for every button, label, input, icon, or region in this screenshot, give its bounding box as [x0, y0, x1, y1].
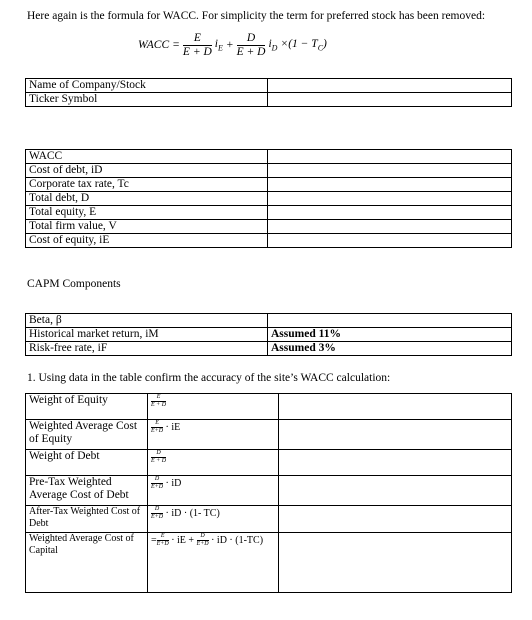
table-row: [26, 234, 512, 248]
table-row: [26, 220, 512, 234]
formula-lhs: WACC: [138, 39, 170, 51]
pretax-debt-formula: $\frac{D}{E+D}$ · iD: [148, 476, 279, 506]
tax-rate-label: Corporate tax rate, Tc: [26, 178, 268, 192]
table-row: [26, 178, 512, 192]
table-row: [26, 506, 512, 533]
wacc-formula: [138, 30, 327, 60]
wac-equity-answer[interactable]: [279, 420, 512, 450]
table-row: [26, 533, 512, 593]
total-equity-cell[interactable]: [268, 206, 512, 220]
aftertax-debt-formula: $\frac{D}{E+D}$ · iD · (1- TC): [148, 506, 279, 533]
total-equity-label: Total equity, E: [26, 206, 268, 220]
market-return-value: Assumed 11%: [268, 328, 512, 342]
formula-frac-debt: $\frac{D}{E + D}$: [236, 31, 266, 58]
weight-equity-label: Weight of Equity: [26, 394, 148, 420]
cost-equity-cell[interactable]: [268, 234, 512, 248]
table-row: [26, 93, 512, 107]
aftertax-debt-answer[interactable]: [279, 506, 512, 533]
risk-free-label: Risk-free rate, iF: [26, 342, 268, 356]
pretax-debt-label: Pre-Tax Weighted Average Cost of Debt: [26, 476, 148, 506]
wacc-inputs-table: [25, 149, 512, 248]
table-row: [26, 476, 512, 506]
company-name-cell[interactable]: [268, 79, 512, 93]
firm-value-label: Total firm value, V: [26, 220, 268, 234]
table-row: [26, 150, 512, 164]
table-row: [26, 314, 512, 328]
ticker-label: Ticker Symbol: [26, 93, 268, 107]
weight-equity-answer[interactable]: [279, 394, 512, 420]
total-debt-cell[interactable]: [268, 192, 512, 206]
table-row: [26, 206, 512, 220]
wacc-label: WACC: [26, 150, 268, 164]
wacc-cell[interactable]: [268, 150, 512, 164]
weight-debt-formula: $\frac{D}{E + D}$: [148, 450, 279, 476]
table-row: [26, 394, 512, 420]
wac-equity-label: Weighted Average Cost of Equity: [26, 420, 148, 450]
total-debt-label: Total debt, D: [26, 192, 268, 206]
firm-value-cell[interactable]: [268, 220, 512, 234]
table-row: [26, 328, 512, 342]
cost-debt-label: Cost of debt, iD: [26, 164, 268, 178]
wacc-check-formula: = $\frac{E}{E+D}$ · iE + $\frac{D}{E+D}$ · iD · (1-TC): [148, 533, 279, 593]
wacc-check-table: [25, 393, 512, 593]
weight-debt-answer[interactable]: [279, 450, 512, 476]
table-row: [26, 164, 512, 178]
wac-equity-formula: $\frac{E}{E+D}$ · iE: [148, 420, 279, 450]
table-row: [26, 192, 512, 206]
table-row: [26, 342, 512, 356]
capm-table: [25, 313, 512, 356]
risk-free-value: Assumed 3%: [268, 342, 512, 356]
aftertax-debt-label: After-Tax Weighted Cost of Debt: [26, 506, 148, 533]
table-row: [26, 450, 512, 476]
company-name-label: Name of Company/Stock: [26, 79, 268, 93]
ticker-cell[interactable]: [268, 93, 512, 107]
table-row: [26, 420, 512, 450]
table-row: [26, 79, 512, 93]
wacc-check-label: Weighted Average Cost of Capital: [26, 533, 148, 593]
company-table: [25, 78, 512, 107]
wacc-check-answer[interactable]: [279, 533, 512, 593]
pretax-debt-answer[interactable]: [279, 476, 512, 506]
weight-equity-formula: $\frac{E}{E + D}$: [148, 394, 279, 420]
formula-plus: +: [225, 39, 234, 51]
cost-debt-cell[interactable]: [268, 164, 512, 178]
intro-text: Here again is the formula for WACC. For simplicity the term for preferred stock has been removed:: [27, 10, 486, 22]
capm-heading: CAPM Components: [27, 278, 121, 290]
tax-rate-cell[interactable]: [268, 178, 512, 192]
question-text: 1. Using data in the table confirm the accuracy of the site’s WACC calculation:: [27, 372, 391, 384]
formula-frac-equity: $\frac{E}{E + D}$: [182, 31, 212, 58]
formula-id: $i_D$: [268, 37, 278, 53]
weight-debt-label: Weight of Debt: [26, 450, 148, 476]
market-return-label: Historical market return, iM: [26, 328, 268, 342]
formula-ie: $i_E$: [214, 37, 223, 53]
beta-label: Beta, β: [26, 314, 268, 328]
beta-cell[interactable]: [268, 314, 512, 328]
cost-equity-label: Cost of equity, iE: [26, 234, 268, 248]
formula-tax: $\times(1 - T_C)$: [280, 37, 327, 53]
formula-eq: =: [172, 39, 180, 51]
